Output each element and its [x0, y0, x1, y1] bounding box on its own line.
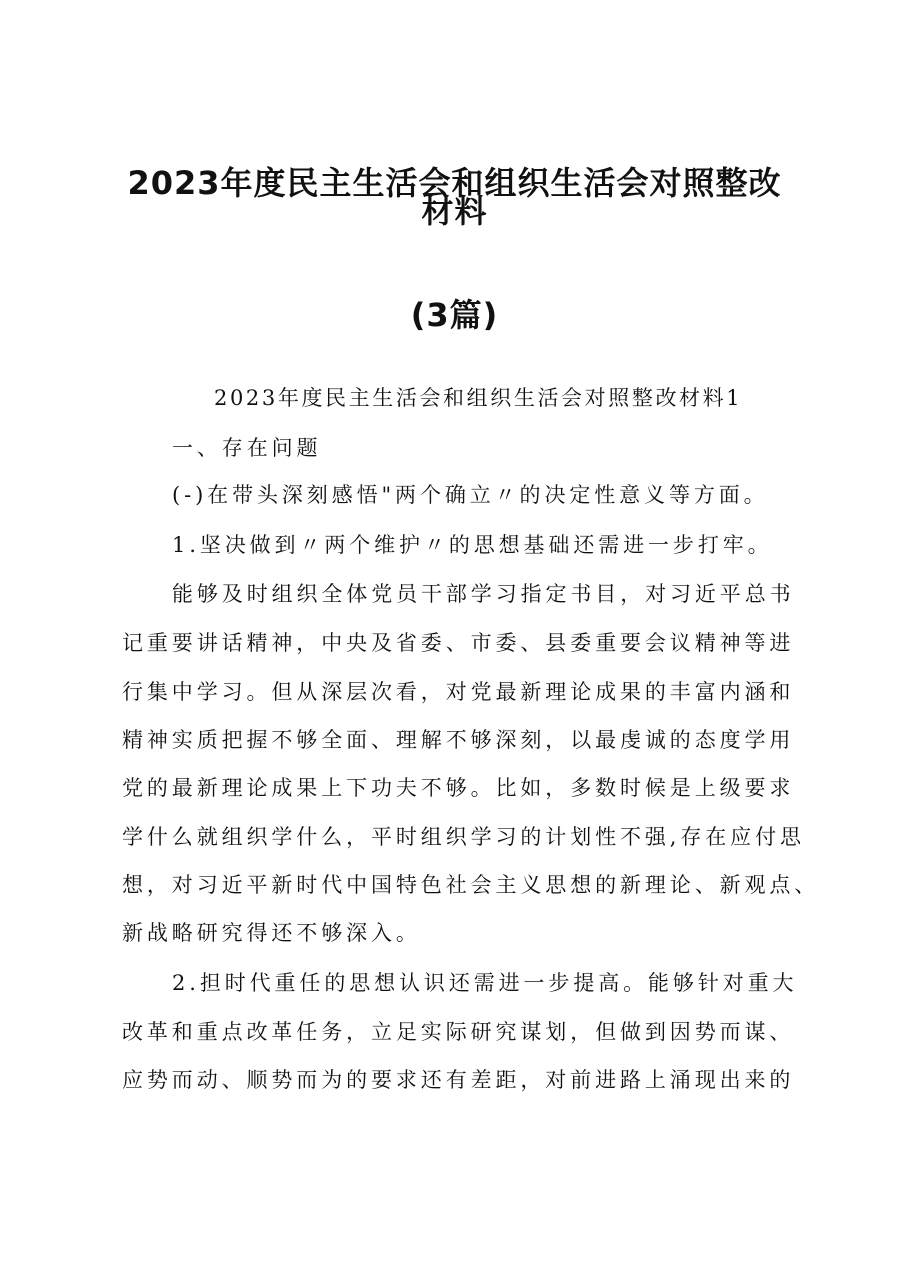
section-subtitle: 2023年度民主生活会和组织生活会对照整改材料1	[214, 386, 743, 410]
paragraph-line: 新战略研究得还不够深入。	[122, 921, 421, 945]
paragraph-line: 改革和重点改革任务，立足实际研究谋划，但做到因势而谋、	[122, 1020, 795, 1044]
paragraph-line: 想，对习近平新时代中国特色社会主义思想的新理论、新观点、	[122, 873, 820, 897]
item-1-heading: 1.坚决做到〃两个维护〃的思想基础还需进一步打牢。	[172, 533, 773, 557]
paragraph-line: 行集中学习。但从深层次看，对党最新理论成果的丰富内涵和	[122, 680, 795, 704]
paragraph-line: 学什么就组织学什么，平时组织学习的计划性不强,存在应付思	[122, 825, 805, 849]
document-title-line-1: 2023年度民主生活会和组织生活会对照整改	[127, 164, 782, 202]
document-title-count: (3篇)	[410, 296, 499, 334]
paragraph-line: 能够及时组织全体党员干部学习指定书目，对习近平总书	[172, 582, 795, 606]
paragraph-line: 记重要讲话精神，中央及省委、市委、县委重要会议精神等进	[122, 631, 795, 655]
paragraph-line: 精神实质把握不够全面、理解不够深刻，以最虔诚的态度学用	[122, 728, 795, 752]
document-title-line-2: 材料	[421, 192, 488, 230]
item-2-heading: 2.担时代重任的思想认识还需进一步提高。能够针对重大	[172, 971, 798, 995]
heading-problems: 一、存在问题	[172, 436, 322, 460]
paragraph-line: 应势而动、顺势而为的要求还有差距，对前进路上涌现出来的	[122, 1068, 795, 1092]
subheading-1: (-)在带头深刻感悟"两个确立〃的决定性意义等方面。	[172, 483, 769, 507]
paragraph-line: 党的最新理论成果上下功夫不够。比如，多数时候是上级要求	[122, 776, 795, 800]
